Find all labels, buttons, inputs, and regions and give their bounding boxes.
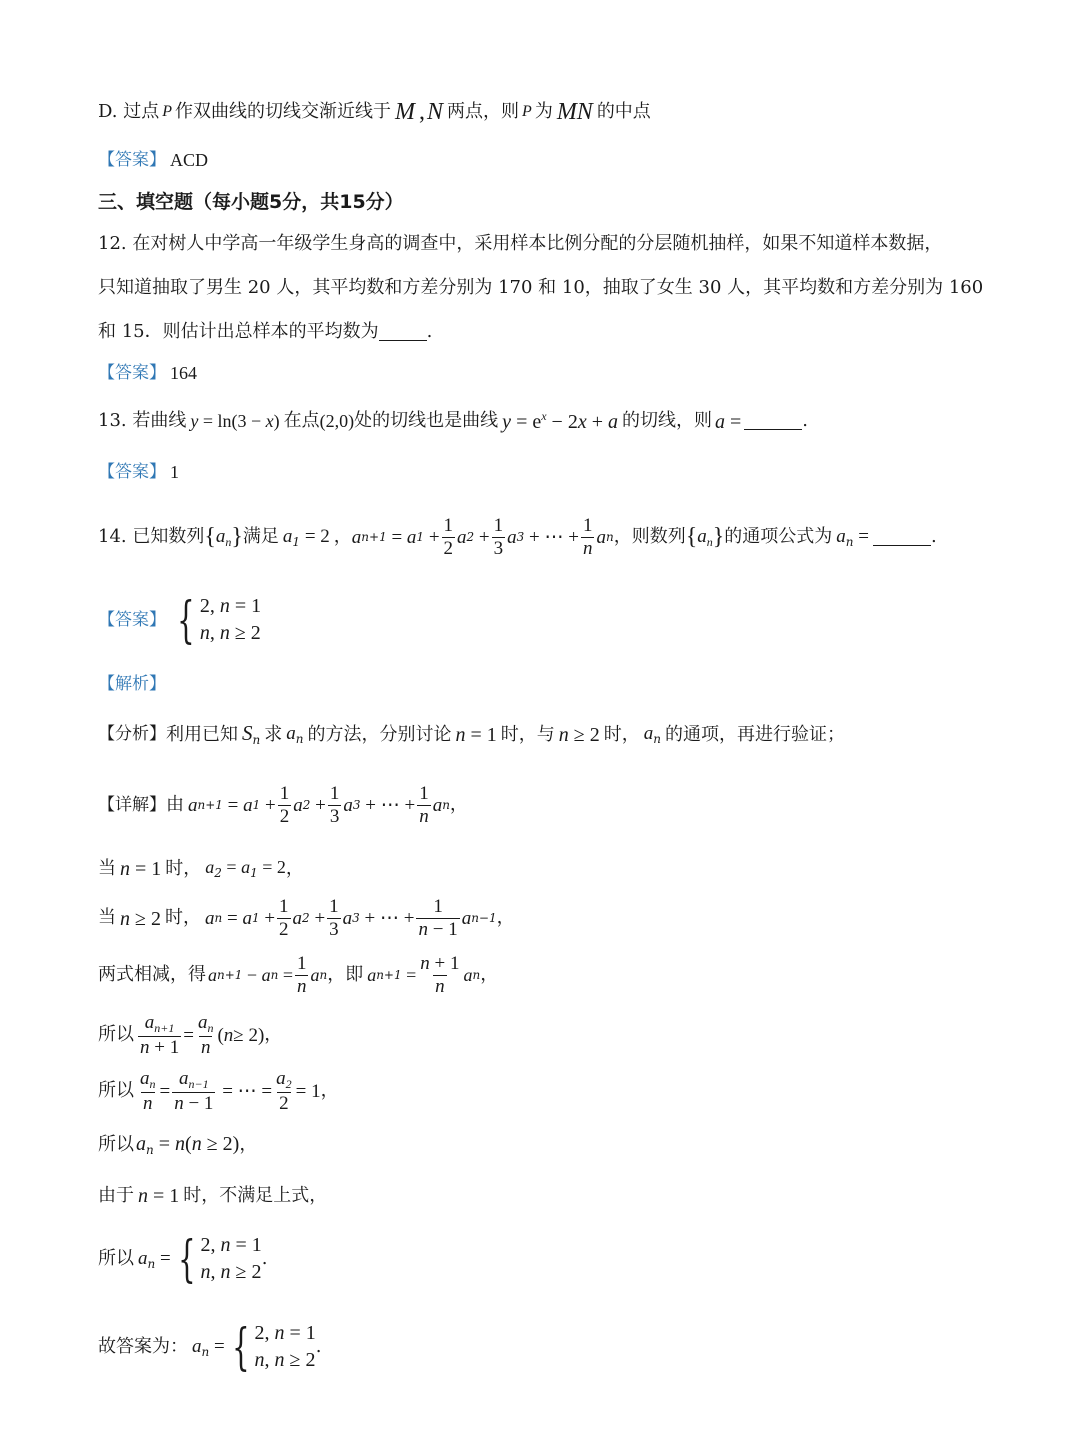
detail-step-8: 由于 n = 1 时，不满足上式，: [98, 1184, 328, 1207]
analysis-tag: 【解析】: [98, 674, 166, 694]
answer-q14: 【答案】 { 2, n = 1 n, n ≥ 2: [98, 591, 262, 649]
q12-line1: 12. 在对树人中学高一年级学生身高的调查中，采用样本比例分配的分层随机抽样，如果不知道样本数据，: [98, 233, 943, 254]
detail-step-2: 当 n = 1 时， $a_2 = a_1 = 2$ ，: [98, 857, 304, 880]
answer-blank: [873, 529, 931, 546]
detail-step-7: 所以 $a_n = n(n \ge 2)$ ，: [98, 1133, 258, 1157]
cases-formula: { 2, n = 1 n, n ≥ 2: [177, 1230, 262, 1288]
detail-step-5: 所以 $\frac{a_{n+1}}{n + 1}$ = $\frac{a_n}{n}$ ( n ≥ 2) ，: [98, 1012, 283, 1058]
answer-cases: { 2, n = 1 n, n ≥ 2: [177, 591, 262, 649]
section-heading: 三、填空题（每小题5分，共15分）: [98, 191, 404, 213]
q13: 13. 若曲线 y = ln(3 − x) 在点 (2,0) 处的切线也是曲线 $y = e^x - 2x + a$ 的切线，则 a = .: [98, 409, 809, 433]
detail-step-9: 所以 $a_n$ = { 2, n = 1 n, n ≥ 2 .: [98, 1230, 268, 1288]
analysis-summary: 【分析】 利用已知 $S_n$ 求 $a_n$ 的方法，分别讨论 n = 1 时，与 n ≥ 2 时， $a_n$ 的通项，再进行验证；: [98, 721, 845, 747]
q12-line2: 只知道抽取了男生 20 人，其平均数和方差分别为 170 和 10，抽取了女生 30 人，其平均数和方差分别为 160: [98, 277, 984, 298]
answer-q11: 【答案】 ACD: [98, 149, 209, 170]
final-answer: 故答案为： $a_n$ = { 2, n = 1 n, n ≥ 2 .: [98, 1318, 322, 1376]
detail-step-4: 两式相减，得 a n+1 − a n = $\frac{1}{n}$ a n ，即 a n+1 = $\frac{n + 1}{n}$ a n ，: [98, 953, 499, 997]
q14-recurrence: a n+1 = a 1 + $\frac{1}{2}$ a 2 + $\frac{1}{3}$ a 3 + ⋯ + $\frac{1}{n}$ a n: [351, 515, 614, 559]
cases-formula: { 2, n = 1 n, n ≥ 2: [231, 1318, 316, 1376]
detail-step-3: 当 n ≥ 2 时， a n = a 1 + $\frac{1}{2}$ a 2 + $\frac{1}{3}$ a 3 + ⋯ + $\frac{1}{n - 1}$ a n−1 ，: [98, 896, 515, 940]
q14: 14. 已知数列 { $a_n$ } 满足 $a_1 = 2$ ， a n+1 = a 1 + $\frac{1}{2}$ a 2 + $\frac{1}{3}$ a 3 + ⋯ + $\frac{1}{n}$ a n ，则数列 { $a_n$ } 的通项公式为 $a_n$ = .: [98, 515, 937, 559]
option-d: D. 过点 P 作双曲线的切线交渐近线于 M , N 两点，则 P 为 MN 的中点: [98, 99, 651, 125]
answer-q13: 【答案】 1: [98, 461, 179, 482]
q13-curve2: $y = e^x - 2x + a$: [502, 409, 618, 433]
q12-line3: 和 15．则估计出总样本的平均数为 .: [98, 321, 433, 342]
answer-blank: [379, 324, 427, 341]
detail-step-6: 所以 $\frac{a_n}{n}$ = $\frac{a_{n-1}}{n - 1}$ = ⋯ = $\frac{a_2}{2}$ = 1 ，: [98, 1068, 339, 1114]
answer-blank: [744, 413, 802, 430]
answer-q12: 【答案】 164: [98, 362, 197, 383]
detail-step-1: 【详解】 由 a n+1 = a 1 + $\frac{1}{2}$ a 2 + $\frac{1}{3}$ a 3 + ⋯ + $\frac{1}{n}$ a n ，: [98, 783, 468, 827]
q13-curve1: y = ln(3 − x): [190, 410, 280, 431]
